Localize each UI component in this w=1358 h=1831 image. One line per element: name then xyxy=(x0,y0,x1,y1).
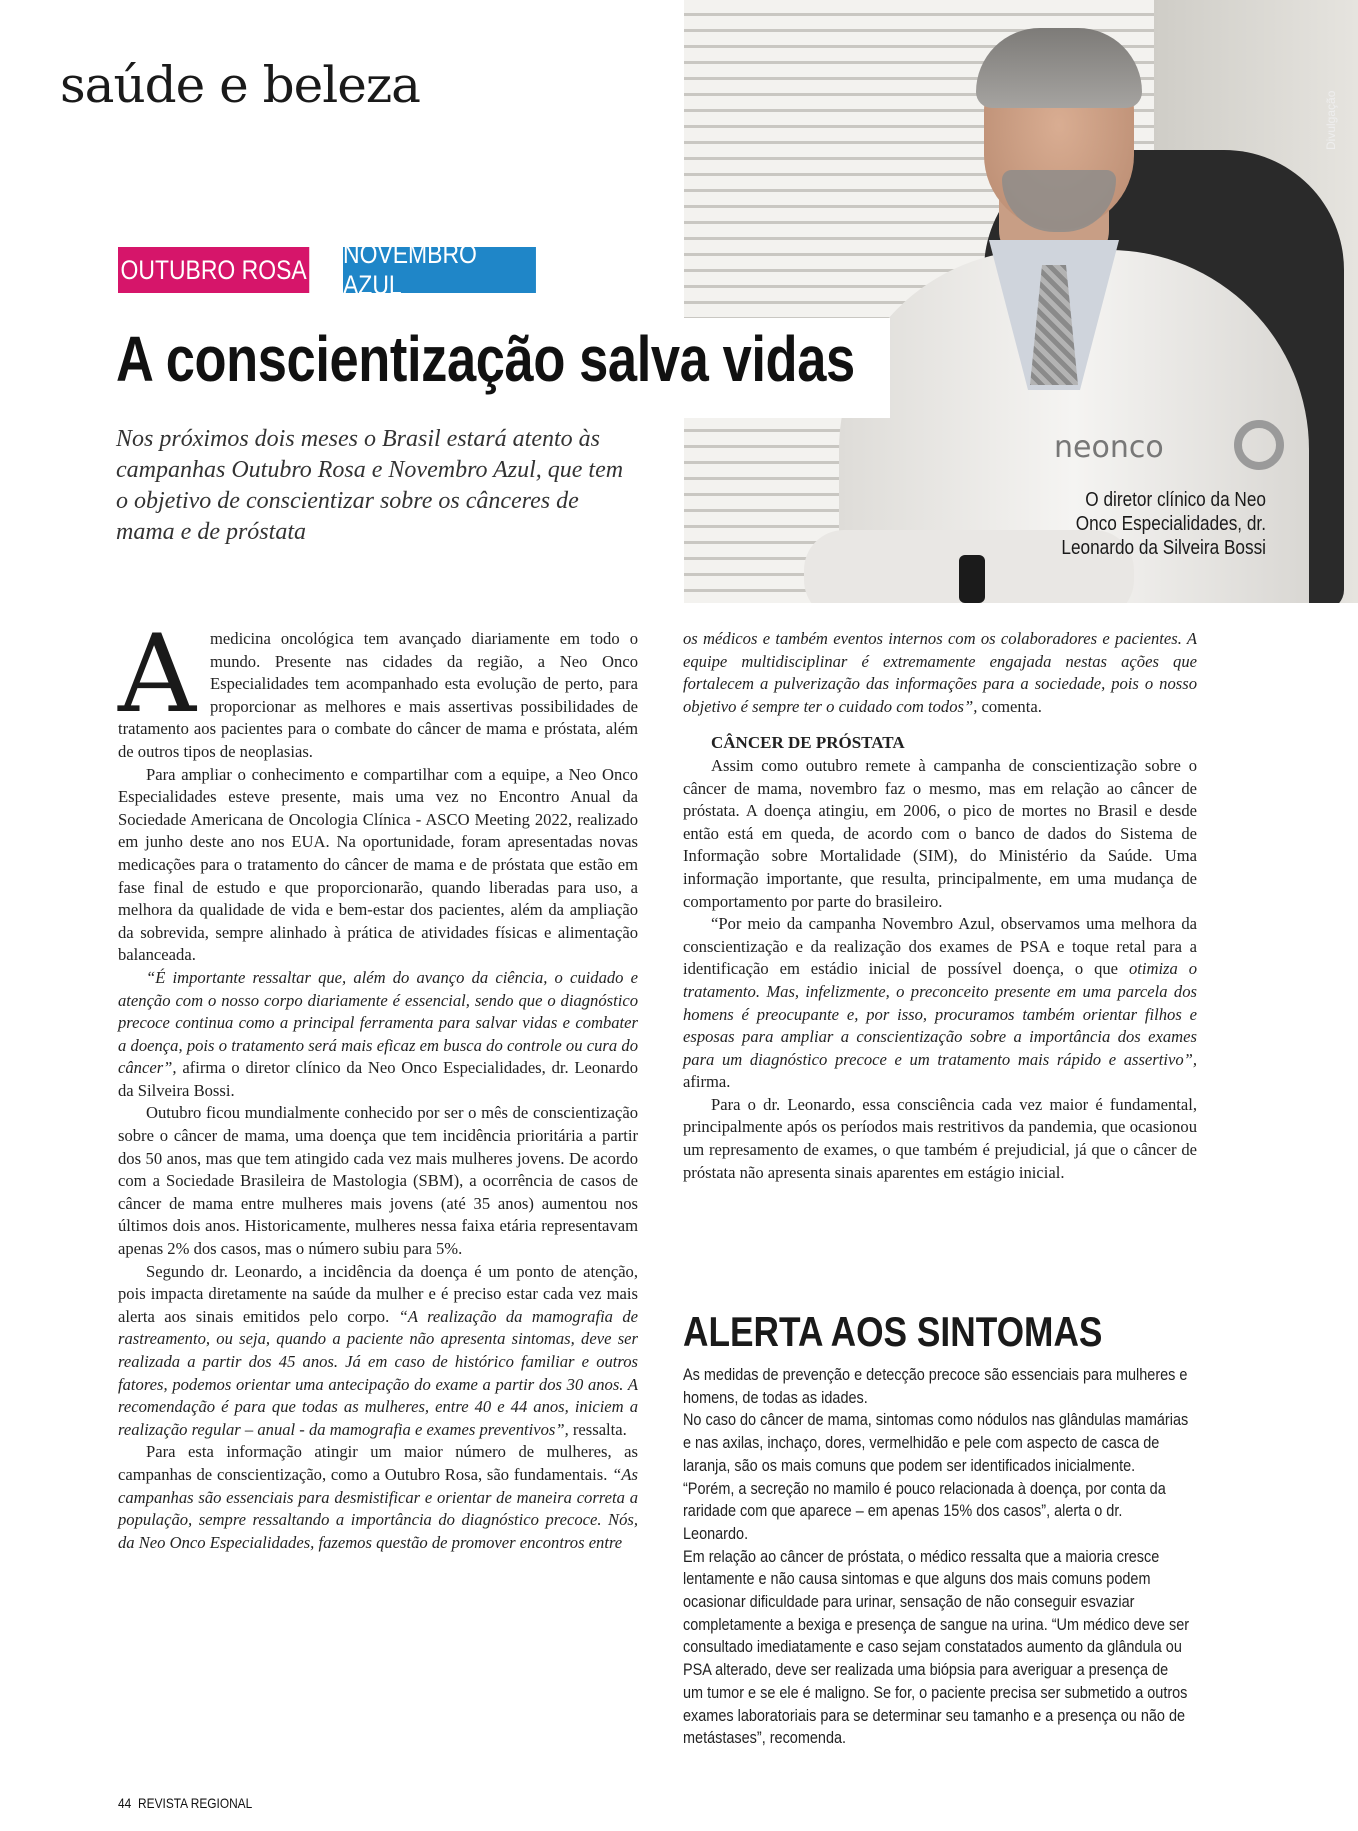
alert-section-body xyxy=(683,1364,1190,1750)
campaign-tags xyxy=(118,239,570,300)
page-footer xyxy=(118,1795,259,1811)
paragraph: “Por meio da campanha Novembro Azul, observamos uma melhora da conscientização e da realização dos exames de PSA e toque retal para a identificação em estádio inicial de possível doença, o que otimiza o tratamento. Mas, infelizmente, o preconceito presente em uma parcela dos homens é preocupante e, por isso, procuramos também orientar filhos e esposas para ampliar a conscientização sobre a importância dos exames para um diagnóstico precoce e um tratamento mais rápido e assertivo”, afirma. xyxy=(683,914,1197,1092)
paragraph: Para o dr. Leonardo, essa consciência cada vez maior é fundamental, principalmente após os períodos mais restritivos da pandemia, que ocasionou um represamento de exames, o que também é prejudicial, já que o câncer de próstata não apresenta sinais aparentes em estágio inicial. xyxy=(683,1094,1197,1182)
page-number: 44 xyxy=(118,1795,132,1811)
paragraph: Assim como outubro remete à campanha de conscientização sobre o câncer de mama, novembro faz o mesmo, mas em relação ao câncer de próstata. A doença atingiu, em 2006, o pico de mortes no Brasil e desde então está em queda, de acordo com o banco de dados do Sistema de Informação sobre Mortalidade (SIM), do Ministério da Saúde. Uma informação importante, que resulta, principalmente, em uma mudança de comportamento por parte do brasileiro. xyxy=(683,755,1197,911)
tag-novembro-azul: NOVEMBRO AZUL xyxy=(343,247,536,293)
subtitle: Nos próximos dois meses o Brasil estará atento às campanhas Outubro Rosa e Novembro Azul, que tem o objetivo de conscientizar sobre os cânceres de mama e de próstata xyxy=(116,426,624,545)
neonco-logo xyxy=(1054,420,1284,490)
publication-name: REVISTA REGIONAL xyxy=(138,1795,253,1811)
paragraph: Para esta informação atingir um maior número de mulheres, as campanhas de conscientização, como a Outubro Rosa, são fundamentais. “As campanhas são essenciais para desmistificar e orientar de maneira correta a população, sempre ressaltando a importância do diagnóstico precoce. Nós, da Neo Onco Especialidades, fazemos questão de promover encontros entre xyxy=(118,1442,638,1552)
paragraph-continued: os médicos e também eventos internos com os colaboradores e pacientes. A equipe multidisciplinar é extremamente engajada nestas ações que fortalecem a pulverização das informações para a sociedade, pois o nosso objetivo é sempre ter o cuidado com todos”, comenta. xyxy=(683,629,1197,716)
paragraph: Para ampliar o conhecimento e compartilhar com a equipe, a Neo Onco Especialidades esteve presente, mais uma vez no Encontro Anual da Sociedade Americana de Oncologia Clínica - ASCO Meeting 2022, realizado em junho deste ano nos EUA. Na oportunidade, foram apresentadas novas medicações para o tratamento do câncer de mama e de próstata que estão em fase final de estudo e que proporcionarão, quando liberadas para uso, a melhora da qualidade de vida e bem-estar dos pacientes, além da ampliação da sobrevida, sempre alinhado à prática de atividades físicas e alimentação balanceada. xyxy=(118,764,638,965)
paragraph: Segundo dr. Leonardo, a incidência da doença é um ponto de atenção, pois impacta diretamente na saúde da mulher e é preciso estar cada vez mais alerta aos sinais emitidos pelo corpo. “A realização da mamografia de rastreamento, ou seja, quando a paciente não apresenta sintomas, deve ser realizada a partir dos 45 anos. Já em caso de histórico familiar e outros fatores, podemos orientar uma antecipação do exame a partir dos 30 anos. A recomendação é para que todas as mulheres, entre 40 e 44 anos, iniciem a realização regular – anual - da mamografia e exames preventivos”, ressalta. xyxy=(118,1261,639,1439)
subheading-prostate: CÂNCER DE PRÓSTATA xyxy=(711,733,905,753)
paragraph: Outubro ficou mundialmente conhecido por ser o mês de conscientização sobre o câncer de mama, uma doença que tem incidência prioritária a partir dos 50 anos, mas que tem atingido cada vez mais mulheres jovens. De acordo com a Sociedade Brasileira de Mastologia (SBM), a ocorrência de casos de câncer de mama entre mulheres mais jovens (até 35 anos) aumentou nos últimos dois anos. Historicamente, mulheres nessa faixa etária representavam apenas 2% dos casos, mas o número subiu para 5%. xyxy=(118,1103,638,1259)
paragraph: “É importante ressaltar que, além do avanço da ciência, o cuidado e atenção com o nosso corpo diariamente é essencial, sendo que o diagnóstico precoce continua como a principal ferramenta para salvar vidas e combater a doença, pois o tratamento será mais eficaz em busca do controle ou cura do câncer”, afirma o diretor clínico da Neo Onco Especialidades, dr. Leonardo da Silveira Bossi. xyxy=(118,967,638,1100)
logo-mark-icon xyxy=(1234,420,1284,470)
photo-caption: O diretor clínico da Neo Onco Especialidades, dr. Leonardo da Silveira Bossi xyxy=(1061,489,1266,559)
paragraph: No caso do câncer de mama, sintomas como nódulos nas glândulas mamárias e nas axilas, inchaço, dores, vermelhidão e pele com aspecto de casca de laranja, são os mais comuns que podem ser identificados inicialmente. “Porém, a secreção no mamilo é pouco relacionada à doença, por conta da raridade com que aparece – em apenas 15% dos casos”, alerta o dr. Leonardo. xyxy=(683,1410,1189,1543)
watch xyxy=(959,555,985,603)
article-column-right xyxy=(683,628,1197,1184)
paragraph: Amedicina oncológica tem avançado diariamente em todo o mundo. Presente nas cidades da região, a Neo Onco Especialidades tem acompanhado esta evolução de perto, para proporcionar as melhores e mais assertivas possibilidades de tratamento aos pacientes para o combate do câncer de mama e próstata, além de outros tipos de neoplasias. xyxy=(118,612,638,761)
headline: A conscientização salva vidas xyxy=(116,323,855,395)
paragraph: As medidas de prevenção e detecção precoce são essenciais para mulheres e homens, de todas as idades. xyxy=(683,1365,1188,1407)
logo-text: neonco xyxy=(1054,430,1164,465)
dropcap: A xyxy=(118,612,196,737)
tag-outubro-rosa: OUTUBRO ROSA xyxy=(118,247,309,293)
article-column-left xyxy=(118,612,639,1554)
section-title: saúde e beleza xyxy=(60,56,420,114)
photo-credit: Divulgação xyxy=(1324,90,1338,150)
paragraph: Em relação ao câncer de próstata, o médico ressalta que a maioria cresce lentamente e não causa sintomas e que alguns dos mais comuns podem ocasionar dificuldade para urinar, sensação de não conseguir esvaziar completamente a bexiga e presença de sangue na urina. “Um médico deve ser consultado imediatamente e caso sejam constatados aumento da glândula ou PSA alterado, deve ser realizada uma biópsia para averiguar a presença de um tumor e se ele é maligno. Se for, o paciente precisa ser submetido a outros exames laboratoriais para se determinar seu tamanho e a presença ou não de metástases”, recomenda. xyxy=(683,1546,1190,1748)
alert-section-title: ALERTA AOS SINTOMAS xyxy=(683,1308,1103,1355)
